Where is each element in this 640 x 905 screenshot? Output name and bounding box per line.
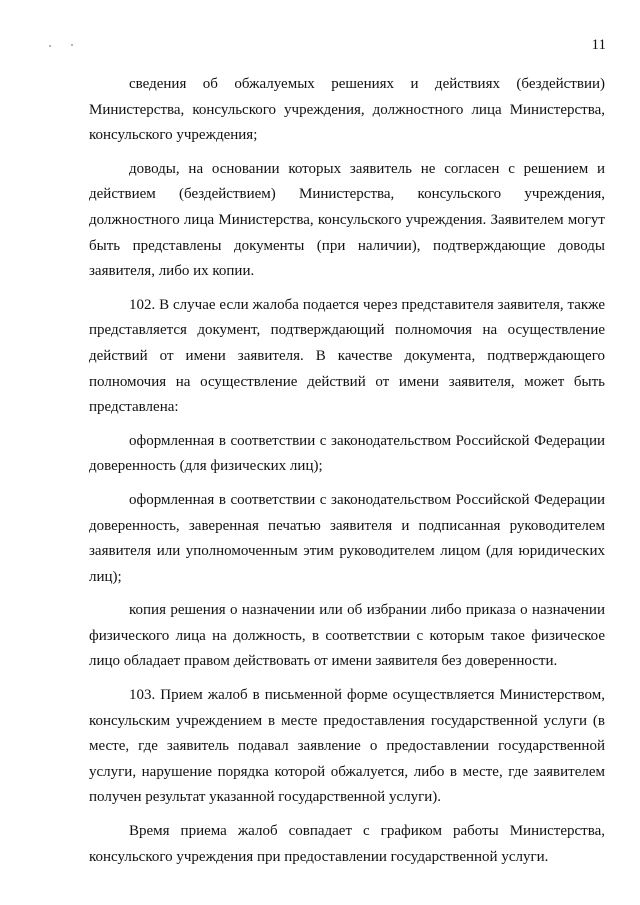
document-body <box>89 72 605 878</box>
paragraph-reception-schedule: Время приема жалоб совпадает с графиком работы Министерства, консульского учреждения при предоставлении государственной услуги. <box>89 823 605 865</box>
paragraph-complaint-decisions: сведения об обжалуемых решениях и действиях (бездействии) Министерства, консульского учреждения, должностного лица Министерства, консульского учреждения; <box>89 76 605 144</box>
paragraph-power-of-attorney-individuals: оформленная в соответствии с законодательством Российской Федерации доверенность (для физических лиц); <box>89 432 605 475</box>
scan-speck <box>71 44 73 46</box>
scan-speck <box>49 45 51 47</box>
page-number: 11 <box>591 37 606 53</box>
paragraph-power-of-attorney-legal-entities: оформленная в соответствии с законодательством Российской Федерации доверенность, заверенная печатью заявителя и подписанная руководителем заявителя или уполномоченным этим руководителем лицом (для юридических лиц); <box>89 491 605 585</box>
paragraph-clause-102: 102. В случае если жалоба подается через представителя заявителя, также представляется документ, подтверждающий полномочия на осуществление действий от имени заявителя. В качестве документа, подтверждающего полномочия на осуществление действий от имени заявителя, может быть представлена: <box>89 296 605 416</box>
paragraph-appointment-decision-copy: копия решения о назначении или об избрании либо приказа о назначении физического лица на должность, в соответствии с которым такое физическое лицо обладает правом действовать от имени заявителя без доверенности. <box>89 602 605 670</box>
paragraph-clause-103: 103. Прием жалоб в письменной форме осуществляется Министерством, консульским учреждением в месте предоставления государственной услуги (в месте, где заявитель подавал заявление о предоставлении государственной услуги, нарушение порядка которой обжалуется, либо в месте, где заявителем получен результат указанной государственной услуги). <box>89 687 605 806</box>
paragraph-complaint-arguments: доводы, на основании которых заявитель не согласен с решением и действием (бездействием) Министерства, консульского учреждения, должностного лица Министерства, консульского учреждения. Заявителем могут быть представлены документы (при наличии), подтверждающие доводы заявителя, либо их копии. <box>89 160 605 280</box>
